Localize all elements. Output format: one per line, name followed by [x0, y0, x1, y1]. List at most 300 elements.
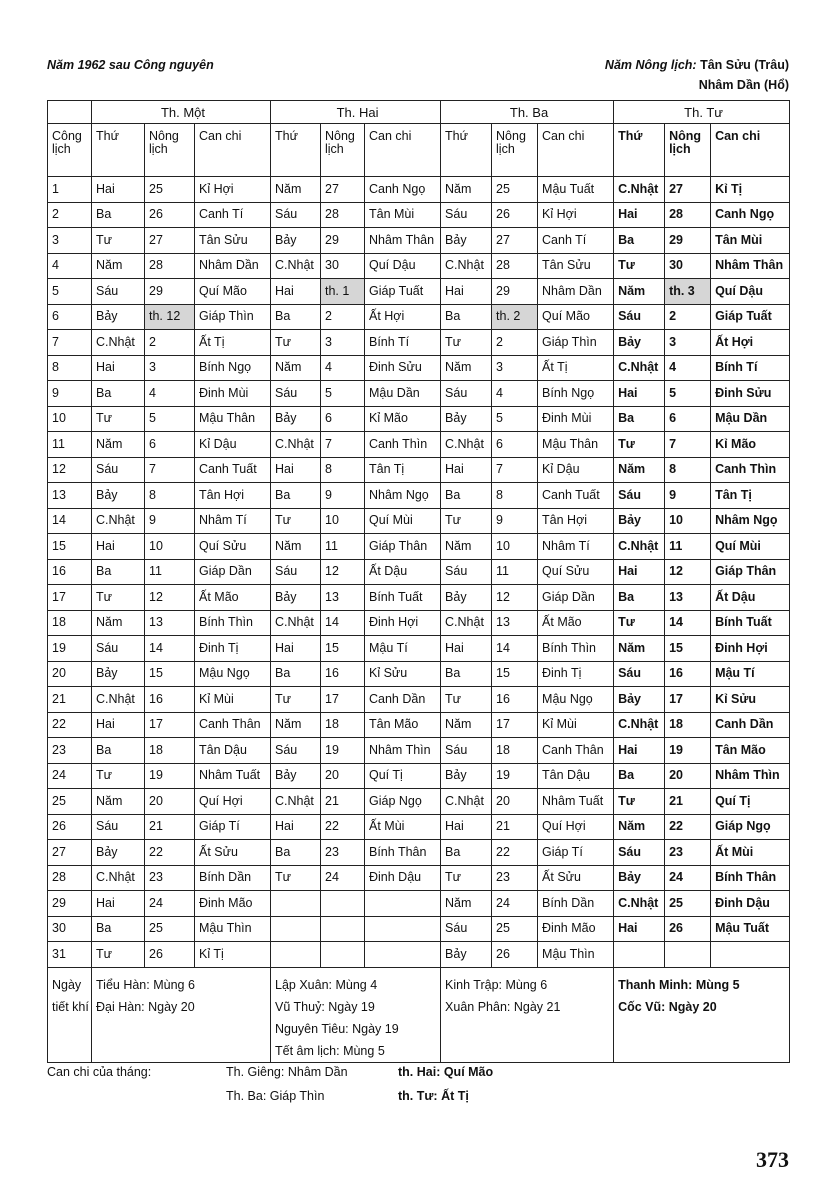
month-header: Th. Tư — [614, 101, 790, 124]
weekday-cell: Ba — [271, 840, 321, 866]
weekday-cell: Bảy — [614, 330, 665, 356]
can-chi-cell: Tân Dậu — [538, 763, 614, 789]
weekday-cell: Tư — [441, 330, 492, 356]
lunar-day-cell: 28 — [145, 253, 195, 279]
can-chi-cell: Giáp Tí — [538, 840, 614, 866]
solar-day: 26 — [48, 814, 92, 840]
lunar-day-cell: 14 — [492, 636, 538, 662]
solar-day: 25 — [48, 789, 92, 815]
weekday-cell: C.Nhật — [614, 891, 665, 917]
weekday-cell: Bảy — [92, 304, 145, 330]
weekday-cell: Sáu — [92, 636, 145, 662]
can-chi-cell: Canh Dần — [711, 712, 790, 738]
lunar-day-cell: 14 — [665, 610, 711, 636]
can-chi-cell: Kỉ Sửu — [711, 687, 790, 713]
header-right — [605, 58, 789, 72]
lunar-day-cell: 5 — [145, 406, 195, 432]
can-chi-cell: Tân Mùi — [365, 202, 441, 228]
lunar-day-cell: 6 — [145, 432, 195, 458]
weekday-cell: Hai — [614, 738, 665, 764]
lunar-day-cell: 29 — [665, 228, 711, 254]
lunar-day-cell: 6 — [665, 406, 711, 432]
lunar-day-cell: 26 — [665, 916, 711, 942]
can-chi-cell: Đinh Mùi — [195, 381, 271, 407]
weekday-cell — [271, 916, 321, 942]
lunar-day-cell: 24 — [665, 865, 711, 891]
can-chi-cell: Bính Thân — [711, 865, 790, 891]
weekday-cell: Tư — [92, 406, 145, 432]
lunar-day-cell: 17 — [492, 712, 538, 738]
can-chi-cell: Quí Dậu — [365, 253, 441, 279]
lunar-day-cell: 8 — [321, 457, 365, 483]
lunar-day-cell: 7 — [492, 457, 538, 483]
can-chi-cell: Tân Tị — [711, 483, 790, 509]
weekday-cell: Hai — [271, 279, 321, 305]
lunar-day-cell: 9 — [321, 483, 365, 509]
can-chi-cell: Bính Dần — [538, 891, 614, 917]
can-chi-cell: Giáp Tuất — [365, 279, 441, 305]
lunar-day-cell: 26 — [492, 942, 538, 968]
solar-day: 21 — [48, 687, 92, 713]
lunar-day-cell: 8 — [665, 457, 711, 483]
weekday-cell: Bảy — [92, 661, 145, 687]
can-chi-cell: Mậu Thân — [195, 406, 271, 432]
can-chi-cell: Giáp Tí — [195, 814, 271, 840]
lunar-day-cell: 14 — [321, 610, 365, 636]
can-chi-cell: Kỉ Mão — [365, 406, 441, 432]
can-chi-cell: Mậu Thìn — [195, 916, 271, 942]
weekday-cell: C.Nhật — [614, 534, 665, 560]
can-chi-cell: Đinh Dậu — [711, 891, 790, 917]
calendar-row — [48, 891, 790, 917]
weekday-cell: Ba — [92, 559, 145, 585]
weekday-cell: Ba — [92, 381, 145, 407]
weekday-cell: Hai — [441, 814, 492, 840]
can-chi-cell: Nhâm Thìn — [711, 763, 790, 789]
can-chi-cell: Đinh Sửu — [365, 355, 441, 381]
solar-day: 31 — [48, 942, 92, 968]
weekday-cell: Sáu — [614, 661, 665, 687]
calendar-row — [48, 279, 790, 305]
lunar-year-label: Năm Nông lịch: — [604, 58, 697, 72]
weekday-cell — [614, 942, 665, 968]
lunar-day-cell: 11 — [665, 534, 711, 560]
lunar-day-cell: 4 — [321, 355, 365, 381]
weekday-cell: Ba — [271, 483, 321, 509]
solar-day: 12 — [48, 457, 92, 483]
tiet-khi-month-3 — [441, 967, 614, 1062]
lunar-day-cell: 21 — [492, 814, 538, 840]
lunar-day-cell: 25 — [492, 916, 538, 942]
can-chi-cell: Ất Tị — [538, 355, 614, 381]
weekday-cell: Tư — [441, 865, 492, 891]
footer-month-2: th. Hai: Quí Mão — [398, 1065, 494, 1079]
lunar-day-cell: 27 — [492, 228, 538, 254]
weekday-cell: C.Nhật — [271, 610, 321, 636]
weekday-cell: C.Nhật — [614, 712, 665, 738]
weekday-cell: C.Nhật — [271, 432, 321, 458]
col-can-chi: Can chi — [365, 124, 441, 177]
can-chi-cell: Bính Thân — [365, 840, 441, 866]
can-chi-cell: Tân Mão — [711, 738, 790, 764]
can-chi-cell — [711, 942, 790, 968]
weekday-cell: Ba — [92, 916, 145, 942]
can-chi-cell: Tân Sửu — [538, 253, 614, 279]
weekday-cell: C.Nhật — [614, 355, 665, 381]
can-chi-cell: Kỉ Mão — [711, 432, 790, 458]
weekday-cell: Bảy — [441, 406, 492, 432]
weekday-cell: Bảy — [441, 763, 492, 789]
lunar-day-cell: 19 — [145, 763, 195, 789]
solar-day: 8 — [48, 355, 92, 381]
lunar-day-cell: 3 — [665, 330, 711, 356]
lunar-day-cell: 23 — [321, 840, 365, 866]
can-chi-cell: Ất Mão — [538, 610, 614, 636]
lunar-day-cell: 20 — [492, 789, 538, 815]
lunar-day-cell: 2 — [145, 330, 195, 356]
can-chi-cell: Quí Dậu — [711, 279, 790, 305]
weekday-cell: C.Nhật — [271, 253, 321, 279]
can-chi-cell: Ất Dậu — [711, 585, 790, 611]
lunar-day-cell: 25 — [145, 177, 195, 203]
lunar-year-value-1: Tân Sửu (Trâu) — [700, 58, 789, 72]
can-chi-cell: Nhâm Ngọ — [365, 483, 441, 509]
lunar-day-cell: 15 — [492, 661, 538, 687]
weekday-cell: Ba — [441, 304, 492, 330]
solar-day: 9 — [48, 381, 92, 407]
can-chi-cell: Giáp Dần — [195, 559, 271, 585]
tiet-khi-item: Vũ Thuỷ: Ngày 19 — [275, 999, 375, 1014]
solar-day: 24 — [48, 763, 92, 789]
weekday-cell: Sáu — [92, 457, 145, 483]
col-thu: Thứ — [92, 124, 145, 177]
can-chi-cell: Mậu Tí — [711, 661, 790, 687]
lunar-day-cell: 12 — [145, 585, 195, 611]
lunar-day-cell: 25 — [665, 891, 711, 917]
lunar-day-cell: 29 — [492, 279, 538, 305]
can-chi-cell: Đinh Mão — [538, 916, 614, 942]
lunar-day-cell: 24 — [492, 891, 538, 917]
lunar-year-value-2: Nhâm Dần (Hổ) — [698, 78, 789, 92]
tiet-khi-item: Đại Hàn: Ngày 20 — [96, 999, 195, 1014]
weekday-cell: Bảy — [271, 585, 321, 611]
calendar-row — [48, 457, 790, 483]
lunar-day-cell: 13 — [665, 585, 711, 611]
calendar-table — [47, 100, 790, 1063]
weekday-cell: Tư — [441, 508, 492, 534]
calendar-row — [48, 304, 790, 330]
lunar-day-cell: 18 — [145, 738, 195, 764]
solar-day: 13 — [48, 483, 92, 509]
lunar-day-cell: 4 — [665, 355, 711, 381]
weekday-cell: C.Nhật — [92, 330, 145, 356]
footer-label: Can chi của tháng: — [47, 1065, 152, 1079]
lunar-day-cell: 10 — [321, 508, 365, 534]
can-chi-cell: Tân Sửu — [195, 228, 271, 254]
lunar-day-cell: 15 — [145, 661, 195, 687]
calendar-row — [48, 840, 790, 866]
lunar-day-cell: 15 — [665, 636, 711, 662]
solar-day: 11 — [48, 432, 92, 458]
weekday-cell: Năm — [92, 610, 145, 636]
lunar-day-cell: 5 — [492, 406, 538, 432]
lunar-day-cell: 10 — [145, 534, 195, 560]
can-chi-cell: Bính Thìn — [538, 636, 614, 662]
lunar-day-cell: 27 — [145, 228, 195, 254]
page-number: 373 — [756, 1147, 789, 1172]
weekday-cell: Bảy — [614, 687, 665, 713]
tiet-khi-item: Kinh Trập: Mùng 6 — [445, 977, 548, 992]
weekday-cell: Năm — [441, 891, 492, 917]
lunar-day-cell: 8 — [492, 483, 538, 509]
lunar-day-cell: 19 — [665, 738, 711, 764]
lunar-day-cell: 3 — [145, 355, 195, 381]
weekday-cell: C.Nhật — [271, 789, 321, 815]
can-chi-cell — [365, 942, 441, 968]
can-chi-cell: Bính Tí — [365, 330, 441, 356]
can-chi-cell: Canh Tuất — [538, 483, 614, 509]
weekday-cell: Hai — [614, 202, 665, 228]
solar-day: 3 — [48, 228, 92, 254]
lunar-day-cell: th. 3 — [665, 279, 711, 305]
weekday-cell: Sáu — [92, 814, 145, 840]
lunar-day-cell: 30 — [321, 253, 365, 279]
solar-day: 18 — [48, 610, 92, 636]
calendar-row — [48, 355, 790, 381]
can-chi-cell: Ất Tị — [195, 330, 271, 356]
lunar-day-cell: 26 — [145, 202, 195, 228]
weekday-cell: Bảy — [441, 228, 492, 254]
can-chi-cell: Đinh Hợi — [365, 610, 441, 636]
can-chi-cell: Nhâm Tuất — [195, 763, 271, 789]
lunar-day-cell: 12 — [665, 559, 711, 585]
calendar-row — [48, 687, 790, 713]
weekday-cell: Năm — [271, 355, 321, 381]
weekday-cell: Ba — [271, 661, 321, 687]
lunar-day-cell: 26 — [492, 202, 538, 228]
lunar-day-cell: 11 — [492, 559, 538, 585]
lunar-day-cell — [321, 942, 365, 968]
lunar-day-cell: 6 — [321, 406, 365, 432]
solar-day: 27 — [48, 840, 92, 866]
solar-day: 10 — [48, 406, 92, 432]
lunar-day-cell: 23 — [145, 865, 195, 891]
weekday-cell: Sáu — [271, 738, 321, 764]
weekday-cell: Ba — [614, 228, 665, 254]
can-chi-cell: Kỉ Dậu — [538, 457, 614, 483]
can-chi-cell: Bính Tí — [711, 355, 790, 381]
lunar-day-cell: 10 — [665, 508, 711, 534]
lunar-day-cell: 9 — [665, 483, 711, 509]
calendar-row — [48, 661, 790, 687]
calendar-row — [48, 202, 790, 228]
solar-day: 1 — [48, 177, 92, 203]
weekday-cell: Sáu — [441, 738, 492, 764]
can-chi-cell: Quí Sửu — [195, 534, 271, 560]
weekday-cell: Sáu — [614, 840, 665, 866]
weekday-cell: C.Nhật — [92, 865, 145, 891]
can-chi-cell: Canh Ngọ — [365, 177, 441, 203]
footer-month-4: th. Tư: Ất Tị — [398, 1089, 469, 1103]
corner-cell — [48, 101, 92, 124]
calendar-body — [48, 177, 790, 968]
weekday-cell: Bảy — [614, 508, 665, 534]
lunar-day-cell: 23 — [492, 865, 538, 891]
lunar-day-cell: 7 — [321, 432, 365, 458]
calendar-row — [48, 406, 790, 432]
lunar-day-cell: 27 — [321, 177, 365, 203]
weekday-cell — [271, 942, 321, 968]
col-can-chi: Can chi — [195, 124, 271, 177]
weekday-cell: Năm — [92, 253, 145, 279]
solar-day: 15 — [48, 534, 92, 560]
lunar-day-cell: th. 12 — [145, 304, 195, 330]
can-chi-cell: Tân Dậu — [195, 738, 271, 764]
weekday-cell: Sáu — [614, 483, 665, 509]
lunar-day-cell: 17 — [321, 687, 365, 713]
can-chi-cell: Mậu Dần — [365, 381, 441, 407]
can-chi-cell: Quí Mùi — [711, 534, 790, 560]
weekday-cell: C.Nhật — [441, 253, 492, 279]
weekday-cell: Hai — [271, 636, 321, 662]
can-chi-cell: Giáp Dần — [538, 585, 614, 611]
lunar-day-cell: 19 — [492, 763, 538, 789]
lunar-day-cell — [665, 942, 711, 968]
weekday-cell: Năm — [614, 279, 665, 305]
can-chi-cell: Canh Ngọ — [711, 202, 790, 228]
can-chi-cell: Mậu Ngọ — [195, 661, 271, 687]
weekday-cell: Năm — [271, 712, 321, 738]
weekday-cell: Năm — [92, 789, 145, 815]
can-chi-cell: Quí Mùi — [365, 508, 441, 534]
lunar-day-cell: 25 — [145, 916, 195, 942]
weekday-cell — [271, 891, 321, 917]
can-chi-cell: Quí Hợi — [538, 814, 614, 840]
lunar-day-cell: 24 — [321, 865, 365, 891]
can-chi-cell: Canh Thìn — [365, 432, 441, 458]
tiet-khi-item: Nguyên Tiêu: Ngày 19 — [275, 1021, 399, 1036]
weekday-cell: Tư — [271, 508, 321, 534]
weekday-cell: C.Nhật — [614, 177, 665, 203]
lunar-day-cell: 11 — [145, 559, 195, 585]
weekday-cell: Ba — [441, 840, 492, 866]
lunar-day-cell: 5 — [321, 381, 365, 407]
tiet-khi-item: Thanh Minh: Mùng 5 — [618, 977, 740, 992]
can-chi-cell: Kỉ Tị — [711, 177, 790, 203]
can-chi-cell: Kỉ Sửu — [365, 661, 441, 687]
lunar-day-cell: 17 — [145, 712, 195, 738]
weekday-cell: Sáu — [441, 916, 492, 942]
lunar-day-cell: 25 — [492, 177, 538, 203]
lunar-day-cell: 22 — [665, 814, 711, 840]
col-can-chi: Can chi — [538, 124, 614, 177]
weekday-cell: Tư — [614, 432, 665, 458]
can-chi-cell: Quí Mão — [538, 304, 614, 330]
calendar-row — [48, 483, 790, 509]
weekday-cell: Sáu — [271, 559, 321, 585]
lunar-day-cell: 13 — [145, 610, 195, 636]
solar-day: 2 — [48, 202, 92, 228]
weekday-cell: Bảy — [271, 763, 321, 789]
weekday-cell: Hai — [614, 381, 665, 407]
can-chi-cell: Canh Thân — [538, 738, 614, 764]
can-chi-cell: Tân Tị — [365, 457, 441, 483]
solar-day: 22 — [48, 712, 92, 738]
can-chi-cell: Nhâm Dần — [195, 253, 271, 279]
weekday-cell: Hai — [441, 457, 492, 483]
weekday-cell: Hai — [92, 534, 145, 560]
weekday-cell: Sáu — [271, 202, 321, 228]
can-chi-cell: Canh Thân — [195, 712, 271, 738]
weekday-cell: Tư — [271, 865, 321, 891]
lunar-day-cell: 15 — [321, 636, 365, 662]
calendar-row — [48, 712, 790, 738]
lunar-day-cell: 10 — [492, 534, 538, 560]
can-chi-cell: Giáp Thìn — [195, 304, 271, 330]
col-nong-lich: Nông lịch — [665, 124, 711, 177]
lunar-day-cell: 18 — [665, 712, 711, 738]
can-chi-cell: Nhâm Dần — [538, 279, 614, 305]
lunar-day-cell: 2 — [321, 304, 365, 330]
lunar-day-cell: 21 — [145, 814, 195, 840]
header-left: Năm 1962 sau Công nguyên — [47, 58, 214, 72]
weekday-cell: Tư — [271, 687, 321, 713]
weekday-cell: Hai — [271, 814, 321, 840]
can-chi-cell: Tân Hợi — [538, 508, 614, 534]
weekday-cell: Sáu — [441, 381, 492, 407]
can-chi-cell: Canh Tí — [195, 202, 271, 228]
can-chi-cell: Giáp Thân — [711, 559, 790, 585]
calendar-row — [48, 942, 790, 968]
can-chi-cell: Đinh Mùi — [538, 406, 614, 432]
weekday-cell: Hai — [614, 559, 665, 585]
tiet-khi-month-4 — [614, 967, 790, 1062]
lunar-day-cell: 9 — [145, 508, 195, 534]
lunar-day-cell: 2 — [665, 304, 711, 330]
can-chi-cell: Mậu Tuất — [538, 177, 614, 203]
weekday-cell: Hai — [441, 279, 492, 305]
col-cong-lich: Công lịch — [48, 124, 92, 177]
can-chi-cell: Kỉ Mùi — [538, 712, 614, 738]
weekday-cell: Sáu — [271, 381, 321, 407]
can-chi-cell: Mậu Ngọ — [538, 687, 614, 713]
weekday-cell: C.Nhật — [92, 687, 145, 713]
weekday-cell: Hai — [614, 916, 665, 942]
lunar-day-cell: 18 — [492, 738, 538, 764]
can-chi-cell: Canh Dần — [365, 687, 441, 713]
tiet-khi-item: Tiểu Hàn: Mùng 6 — [96, 977, 195, 992]
can-chi-cell: Nhâm Tí — [538, 534, 614, 560]
lunar-day-cell: 19 — [321, 738, 365, 764]
lunar-day-cell: 13 — [492, 610, 538, 636]
can-chi-cell: Nhâm Thân — [365, 228, 441, 254]
can-chi-cell: Bính Tuất — [365, 585, 441, 611]
tiet-khi-label: Ngày tiết khí — [48, 967, 92, 1062]
col-thu: Thứ — [441, 124, 492, 177]
weekday-cell: Năm — [614, 814, 665, 840]
weekday-cell: Tư — [614, 253, 665, 279]
solar-day: 17 — [48, 585, 92, 611]
lunar-day-cell: 5 — [665, 381, 711, 407]
month-header: Th. Ba — [441, 101, 614, 124]
weekday-cell: C.Nhật — [441, 432, 492, 458]
lunar-day-cell: 18 — [321, 712, 365, 738]
lunar-day-cell: 20 — [321, 763, 365, 789]
tiet-khi-item: Cốc Vũ: Ngày 20 — [618, 999, 717, 1014]
calendar-row — [48, 559, 790, 585]
weekday-cell: Hai — [92, 712, 145, 738]
lunar-day-cell: 22 — [145, 840, 195, 866]
